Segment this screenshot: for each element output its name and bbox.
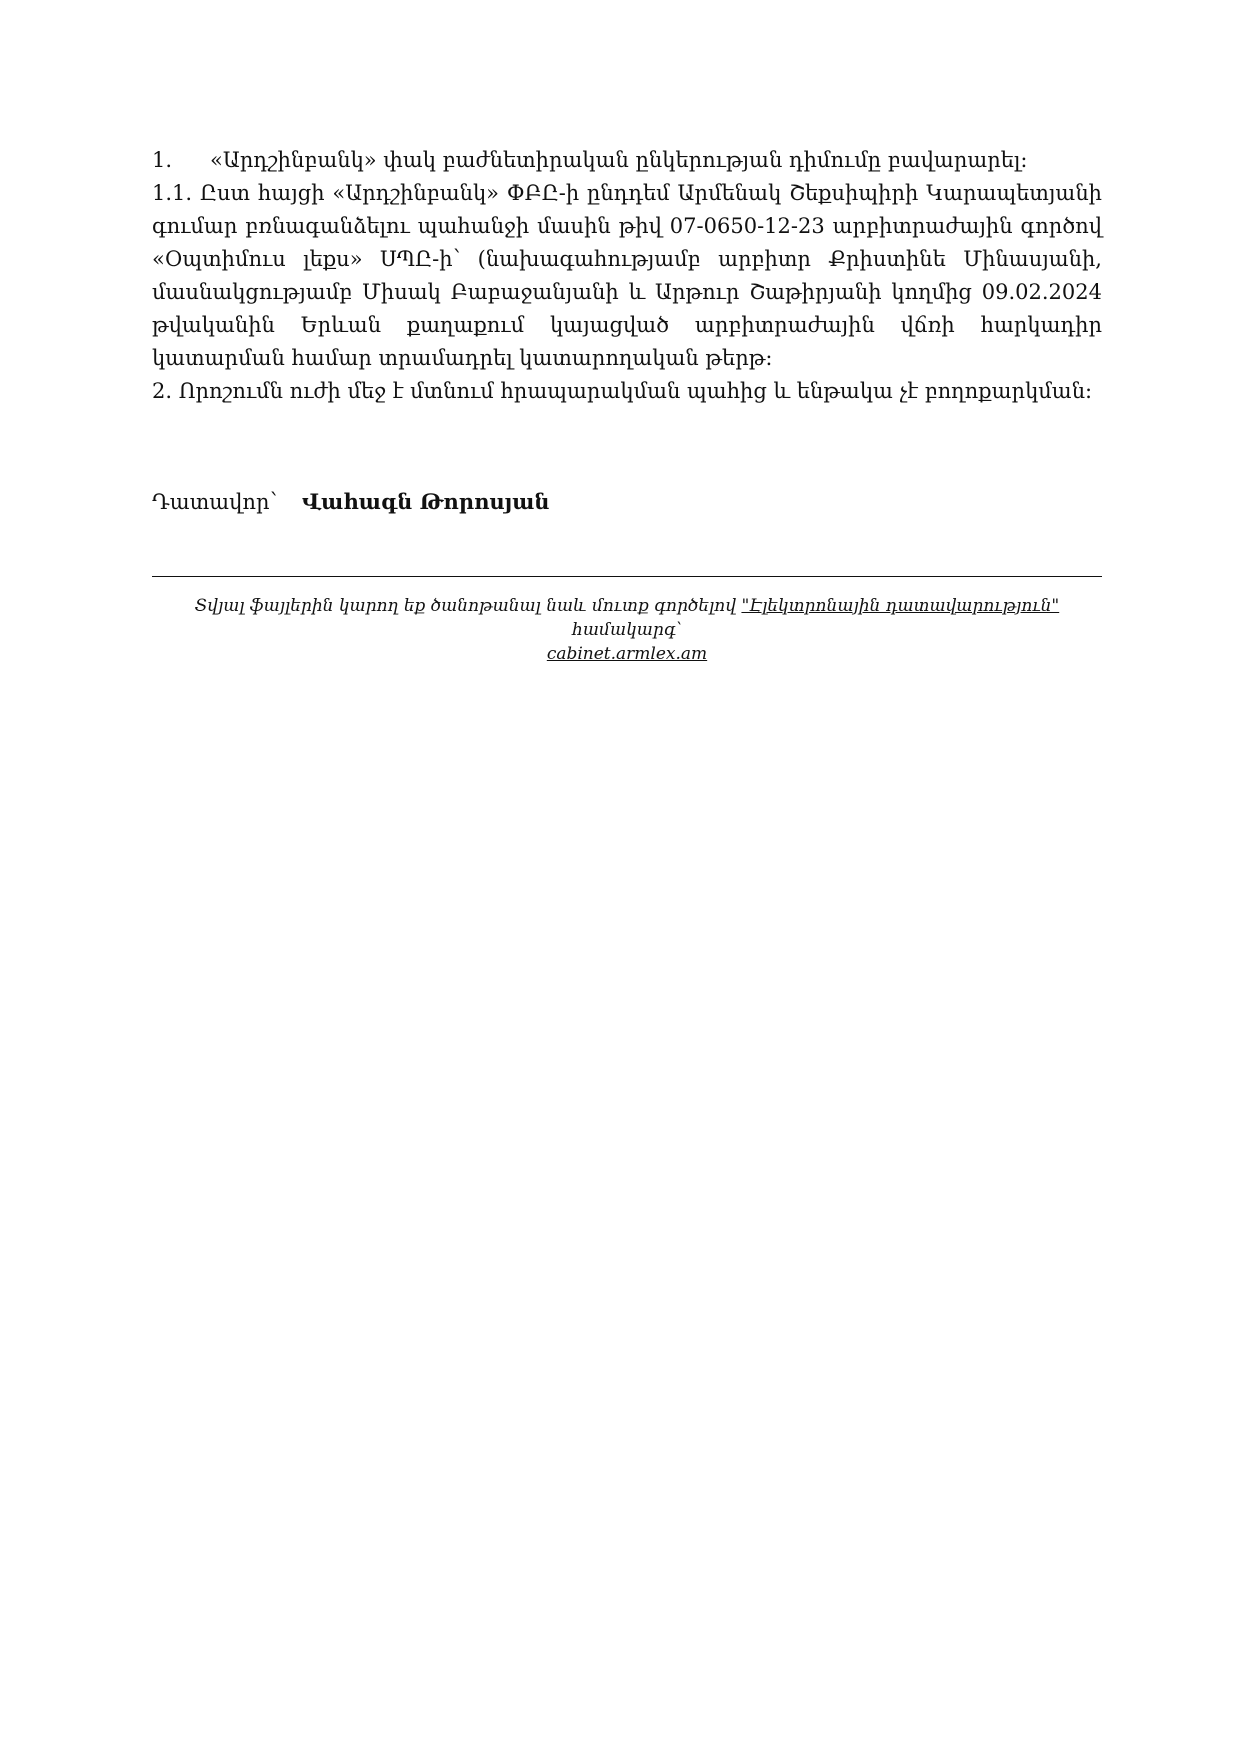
judge-name: Վահագն Թորոսյան — [302, 489, 550, 514]
cabinet-link[interactable]: cabinet.armlex.am — [546, 644, 708, 664]
decision-item-1-1: 1.1. Ըստ հայցի «Արդշինբանկ» ՓԲԸ-ի ընդդեմ Արմենակ Շեքսիպիրի Կարապետյանի գումար բռնագանձելու պահանջի մասին թիվ 07-0650-12-23 արբիտրաժային գործով «Օպտիմուս լեքս» ՍՊԸ-ի՝ (նախագահությամբ արբիտր Քրիստինե Մինասյանի, մասնակցությամբ Միսակ Բաբաջանյանի և Արթուր Շաթիրյանի կողմից 09.02.2024 թվականին Երևան քաղաքում կայացված արբիտրաժային վճռի հարկադիր կատարման համար տրամադրել կատարողական թերթ: — [152, 181, 1102, 370]
judge-signature — [152, 485, 550, 519]
item-1-number: 1. — [152, 148, 173, 172]
footer-note — [152, 594, 1102, 666]
judge-label: Դատավոր՝ — [152, 490, 278, 514]
e-justice-link[interactable]: "Էլեկտրոնային դատավարություն" — [741, 596, 1060, 616]
footer-text-after: համակարգ՝ — [572, 620, 682, 640]
footer-divider — [152, 576, 1102, 577]
item-1-text: «Արդշինբանկ» փակ բաժնետիրական ընկերության դիմումը բավարարել: — [210, 148, 1028, 172]
decision-item-2: 2. Որոշումն ուժի մեջ է մտնում հրապարակման պահից և ենթակա չէ բողոքարկման: — [152, 379, 1093, 403]
decision-body — [152, 144, 1102, 408]
decision-item-1 — [152, 144, 1102, 177]
footer-text-before: Տվյալ ֆայլերին կարող եք ծանոթանալ նաև մուտք գործելով — [194, 596, 742, 616]
